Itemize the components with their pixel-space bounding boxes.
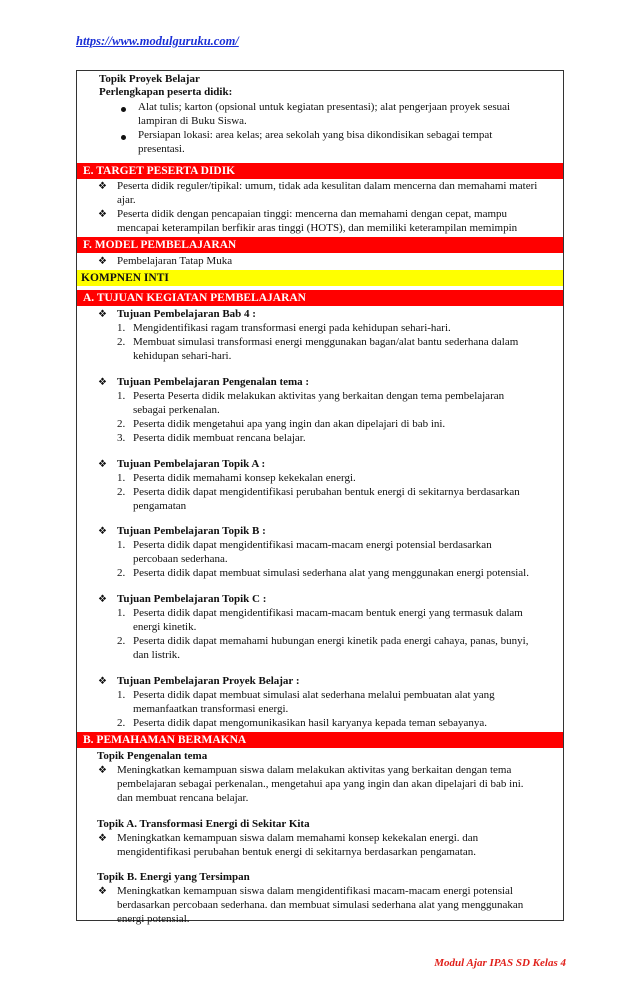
list-number: 1. bbox=[117, 322, 126, 334]
round-bullet-icon bbox=[121, 135, 126, 140]
goal-line: Peserta didik dapat mengidentifikasi macam-macam energi potensial berdasarkan bbox=[133, 539, 492, 551]
goal-line-cont: pengamatan bbox=[133, 500, 187, 512]
equipment-title: Perlengkapan peserta didik: bbox=[99, 86, 233, 98]
topic-title: Topik Proyek Belajar bbox=[99, 73, 200, 85]
diamond-bullet-icon: ❖ bbox=[98, 765, 107, 776]
list-number: 2. bbox=[117, 567, 126, 579]
diamond-bullet-icon: ❖ bbox=[98, 594, 107, 605]
understanding-line: Meningkatkan kemampuan siswa dalam mengidentifikasi macam-macam energi potensial bbox=[117, 885, 513, 897]
goal-line-cont: percobaan sederhana. bbox=[133, 553, 228, 565]
list-number: 2. bbox=[117, 635, 126, 647]
goal-line: Peserta didik dapat membuat simulasi sederhana alat yang menggunakan energi potensial. bbox=[133, 567, 529, 579]
goal-group-title: Tujuan Pembelajaran Topik C : bbox=[117, 593, 267, 605]
understanding-line: energi potensial. bbox=[117, 913, 190, 925]
diamond-bullet-icon: ❖ bbox=[98, 256, 107, 267]
goal-line: Peserta didik membuat rencana belajar. bbox=[133, 432, 306, 444]
list-number: 2. bbox=[117, 336, 126, 348]
location-item: Persiapan lokasi: area kelas; area sekolah yang bisa dikondisikan sebagai tempat bbox=[138, 129, 493, 141]
list-number: 1. bbox=[117, 689, 126, 701]
section-b-header: B. PEMAHAMAN BERMAKNA bbox=[77, 732, 563, 748]
model-item: Pembelajaran Tatap Muka bbox=[117, 255, 233, 267]
goal-line-cont: memanfaatkan transformasi energi. bbox=[133, 703, 289, 715]
diamond-bullet-icon: ❖ bbox=[98, 526, 107, 537]
understanding-line: dan membuat rencana belajar. bbox=[117, 792, 249, 804]
understanding-topic-title: Topik A. Transformasi Energi di Sekitar Kita bbox=[97, 818, 310, 830]
understanding-topic-title: Topik Pengenalan tema bbox=[97, 750, 208, 762]
diamond-bullet-icon: ❖ bbox=[98, 181, 107, 192]
diamond-bullet-icon: ❖ bbox=[98, 833, 107, 844]
round-bullet-icon bbox=[121, 107, 126, 112]
understanding-line: pembelajaran sebagai perkenalan., mengetahui apa yang ingin dan akan dipelajari di bab ini. bbox=[117, 778, 524, 790]
module-table bbox=[76, 70, 564, 925]
list-number: 2. bbox=[117, 418, 126, 430]
diamond-bullet-icon: ❖ bbox=[98, 886, 107, 897]
goal-group-title: Tujuan Pembelajaran Proyek Belajar : bbox=[117, 675, 300, 687]
target-item-regular-cont: ajar. bbox=[117, 194, 136, 206]
target-item-regular: Peserta didik reguler/tipikal: umum, tidak ada kesulitan dalam mencerna dan memahami materi bbox=[117, 180, 538, 192]
goal-line: Peserta didik dapat mengomunikasikan hasil karyanya kepada teman sebayanya. bbox=[133, 717, 488, 729]
goal-line-cont: energi kinetik. bbox=[133, 621, 197, 633]
diamond-bullet-icon: ❖ bbox=[98, 459, 107, 470]
goal-line: Peserta didik memahami konsep kekekalan energi. bbox=[133, 472, 356, 484]
target-item-high-cont: mencapai keterampilan berfikir aras tinggi (HOTS), dan memiliki keterampilan memimpin bbox=[117, 222, 518, 234]
list-number: 2. bbox=[117, 717, 126, 729]
goal-group-title: Tujuan Pembelajaran Topik B : bbox=[117, 525, 266, 537]
diamond-bullet-icon: ❖ bbox=[98, 377, 107, 388]
understanding-line: Meningkatkan kemampuan siswa dalam memahami konsep kekekalan energi. dan bbox=[117, 832, 479, 844]
goal-line-cont: dan listrik. bbox=[133, 649, 181, 661]
goal-line: Mengidentifikasi ragam transformasi energi pada kehidupan sehari-hari. bbox=[133, 322, 451, 334]
location-item-cont: presentasi. bbox=[138, 143, 185, 155]
goal-line: Peserta didik dapat memahami hubungan energi kinetik pada energi cahaya, panas, bunyi, bbox=[133, 635, 529, 647]
footer-module-title: Modul Ajar IPAS SD Kelas 4 bbox=[434, 957, 566, 969]
goal-line: Peserta Peserta didik melakukan aktivitas yang berkaitan dengan tema pembelajaran bbox=[133, 390, 505, 402]
diamond-bullet-icon: ❖ bbox=[98, 209, 107, 220]
goal-group-title: Tujuan Pembelajaran Topik A : bbox=[117, 458, 266, 470]
section-e-header: E. TARGET PESERTA DIDIK bbox=[77, 163, 563, 179]
diamond-bullet-icon: ❖ bbox=[98, 676, 107, 687]
list-number: 1. bbox=[117, 390, 126, 402]
goal-line-cont: sebagai perkenalan. bbox=[133, 404, 220, 416]
target-item-high: Peserta didik dengan pencapaian tinggi: mencerna dan memahami dengan cepat, mampu bbox=[117, 208, 508, 220]
understanding-topic-title: Topik B. Energi yang Tersimpan bbox=[97, 871, 250, 883]
goal-group-title: Tujuan Pembelajaran Bab 4 : bbox=[117, 308, 256, 320]
goal-line: Membuat simulasi transformasi energi menggunakan bagan/alat bantu sederhana dalam bbox=[133, 336, 519, 348]
list-number: 1. bbox=[117, 472, 126, 484]
section-f-header: F. MODEL PEMBELAJARAN bbox=[77, 237, 563, 253]
goal-line: Peserta didik dapat mengidentifikasi perubahan bentuk energi di sekitarnya berdasarkan bbox=[133, 486, 520, 498]
goal-line-cont: kehidupan sehari-hari. bbox=[133, 350, 232, 362]
goal-line: Peserta didik dapat mengidentifikasi macam-macam bentuk energi yang termasuk dalam bbox=[133, 607, 523, 619]
section-a-header: A. TUJUAN KEGIATAN PEMBELAJARAN bbox=[77, 290, 563, 306]
equipment-item: Alat tulis; karton (opsional untuk kegiatan presentasi); alat pengerjaan proyek sesuai bbox=[138, 101, 511, 113]
goal-line: Peserta didik dapat membuat simulasi alat sederhana melalui pembuatan alat yang bbox=[133, 689, 495, 701]
understanding-line: mengidentifikasi perubahan bentuk energi di sekitarnya berdasarkan pengamatan. bbox=[117, 846, 476, 858]
diamond-bullet-icon: ❖ bbox=[98, 309, 107, 320]
list-number: 1. bbox=[117, 607, 126, 619]
understanding-line: berdasarkan percobaan sederhana. dan membuat simulasi sederhana alat yang menggunakan bbox=[117, 899, 524, 911]
header-url-link[interactable]: https://www.modulguruku.com/ bbox=[76, 34, 239, 48]
list-number: 2. bbox=[117, 486, 126, 498]
list-number: 3. bbox=[117, 432, 126, 444]
goal-group-title: Tujuan Pembelajaran Pengenalan tema : bbox=[117, 376, 310, 388]
goal-line: Peserta didik mengetahui apa yang ingin dan akan dipelajari di bab ini. bbox=[133, 418, 446, 430]
list-number: 1. bbox=[117, 539, 126, 551]
understanding-line: Meningkatkan kemampuan siswa dalam melakukan aktivitas yang berkaitan dengan tema bbox=[117, 764, 512, 776]
kompnen-inti-header: KOMPNEN INTI bbox=[77, 270, 563, 286]
equipment-item-cont: lampiran di Buku Siswa. bbox=[138, 115, 247, 127]
